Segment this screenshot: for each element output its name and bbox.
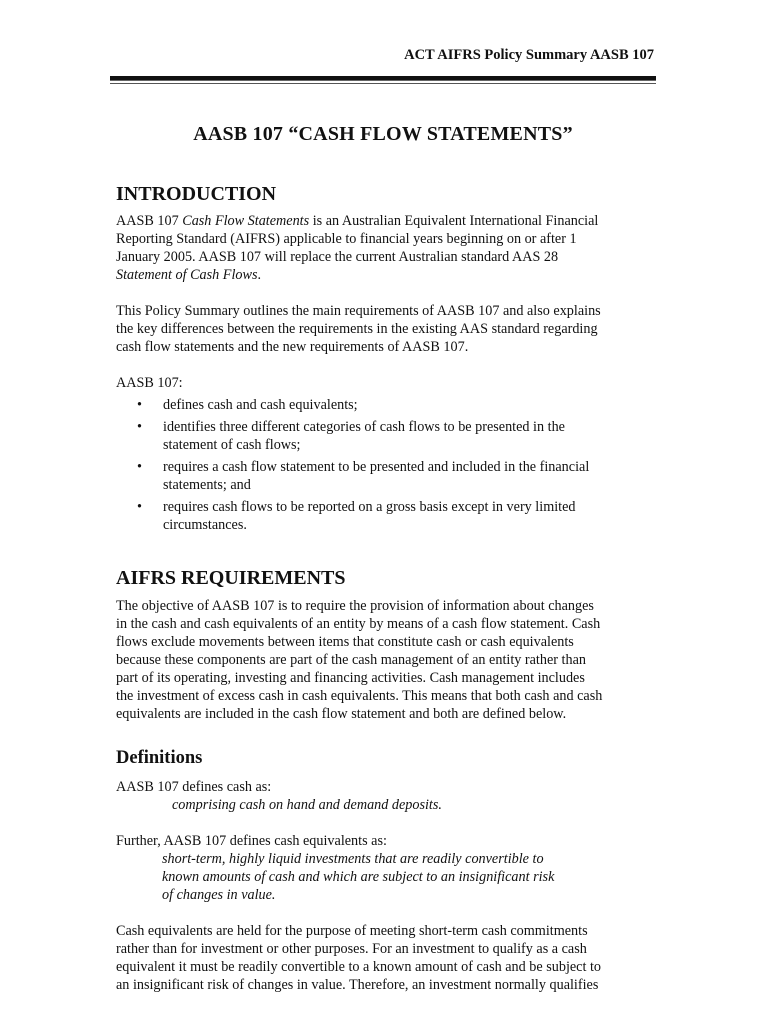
introduction-paragraph-2 [116, 302, 656, 356]
bullet-text: identifies three different categories of cash flows to be presented in the [163, 419, 565, 435]
requirements-line: equivalents are included in the cash flow statement and both are defined below. [116, 706, 567, 722]
bullet-text: defines cash and cash equivalents; [163, 397, 358, 413]
intro-p1-italic-title: Cash Flow Statements [182, 213, 310, 229]
running-header: ACT AIFRS Policy Summary AASB 107 [404, 47, 654, 63]
list-item [116, 396, 656, 414]
requirements-line: in the cash and cash equivalents of an entity by means of a cash flow statement. Cash [116, 616, 601, 632]
document-title: AASB 107 “CASH FLOW STATEMENTS” [193, 123, 573, 145]
header-rule [110, 76, 656, 80]
closing-line: an insignificant risk of changes in value. Therefore, an investment normally qualifies [116, 977, 599, 993]
intro-p1-a: AASB 107 [116, 213, 183, 229]
closing-line: rather than for investment or other purposes. For an investment to qualify as a cash [116, 941, 587, 957]
bullet-text: requires cash flows to be reported on a gross basis except in very limited [163, 499, 576, 515]
equivalents-definition-intro: Further, AASB 107 defines cash equivalents as: [116, 833, 387, 849]
intro-p1-c: is an Australian Equivalent International Financial [309, 213, 599, 229]
header-rule-thin [110, 83, 656, 84]
requirements-bullet-list [116, 396, 656, 538]
requirements-paragraph [116, 597, 656, 723]
quote-line: of changes in value. [162, 887, 276, 903]
list-item [116, 458, 656, 494]
bullet-icon: • [137, 459, 142, 475]
intro-p2-line: This Policy Summary outlines the main requirements of AASB 107 and also explains [116, 303, 601, 319]
intro-p1-end: . [257, 267, 262, 283]
list-item [116, 498, 656, 534]
requirements-heading: AIFRS REQUIREMENTS [116, 567, 346, 589]
definitions-heading: Definitions [116, 748, 203, 768]
closing-line: Cash equivalents are held for the purpose of meeting short-term cash commitments [116, 923, 588, 939]
introduction-heading: INTRODUCTION [116, 183, 277, 205]
quote-line: known amounts of cash and which are subject to an insignificant risk [162, 869, 555, 885]
bullet-icon: • [137, 397, 142, 413]
bullet-icon: • [137, 499, 142, 515]
intro-p2-line: cash flow statements and the new requirements of AASB 107. [116, 339, 469, 355]
intro-p1-italic-standard: Statement of Cash Flows [116, 267, 258, 283]
list-item [116, 418, 656, 454]
requirements-line: the investment of excess cash in cash equivalents. This means that both cash and cash [116, 688, 603, 704]
cash-definition-intro: AASB 107 defines cash as: [116, 779, 272, 795]
bullet-text: circumstances. [163, 517, 247, 533]
intro-p1-line3: January 2005. AASB 107 will replace the current Australian standard AAS 28 [116, 249, 559, 265]
requirements-line: because these components are part of the cash management of an entity rather than [116, 652, 586, 668]
requirements-line: flows exclude movements between items that constitute cash or cash equivalents [116, 634, 574, 650]
bullet-text: requires a cash flow statement to be presented and included in the financial [163, 459, 590, 475]
bullet-icon: • [137, 419, 142, 435]
list-intro: AASB 107: [116, 375, 183, 391]
bullet-text: statement of cash flows; [163, 437, 301, 453]
requirements-line: The objective of AASB 107 is to require the provision of information about changes [116, 598, 594, 614]
closing-line: equivalent it must be readily convertible to a known amount of cash and be subject to [116, 959, 602, 975]
requirements-line: part of its operating, investing and financing activities. Cash management includes [116, 670, 585, 686]
intro-p2-line: the key differences between the requirements in the existing AAS standard regarding [116, 321, 598, 337]
quote-line: short-term, highly liquid investments that are readily convertible to [162, 851, 544, 867]
cash-definition-quote: comprising cash on hand and demand deposits. [172, 797, 442, 813]
introduction-paragraph-1 [116, 212, 656, 284]
equivalents-definition-quote [162, 850, 554, 904]
bullet-text: statements; and [163, 477, 251, 493]
cash-equivalents-paragraph [116, 922, 656, 994]
intro-p1-line2: Reporting Standard (AIFRS) applicable to financial years beginning on or after 1 [116, 231, 577, 247]
